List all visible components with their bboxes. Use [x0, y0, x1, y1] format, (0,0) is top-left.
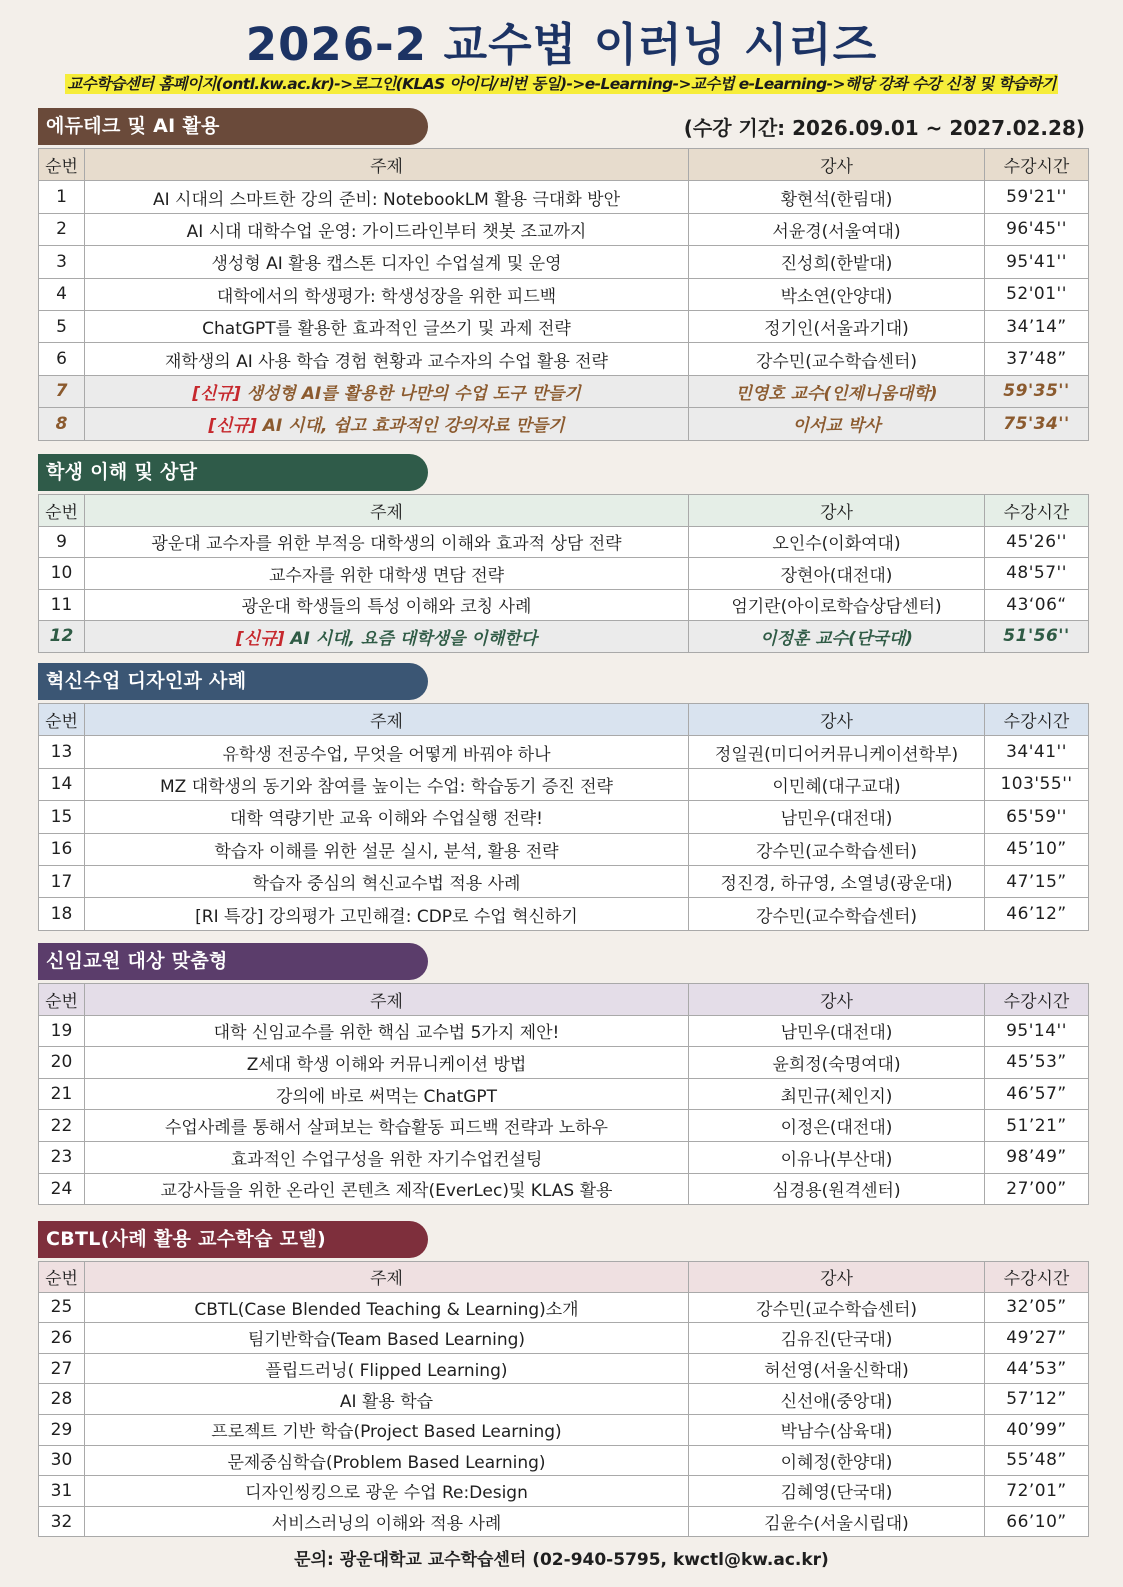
row-topic: 프로젝트 기반 학습(Project Based Learning) [85, 1414, 689, 1445]
row-topic: 플립드러닝( Flipped Learning) [85, 1353, 689, 1384]
row-topic: 학습자 중심의 혁신교수법 적용 사례 [85, 865, 689, 897]
row-topic: 대학에서의 학생평가: 학생성장을 위한 피드백 [85, 278, 689, 310]
row-num: 16 [39, 833, 85, 865]
row-time: 72’01” [985, 1476, 1089, 1507]
row-time: 37’48” [985, 343, 1089, 375]
row-num: 17 [39, 865, 85, 897]
row-time: 45’53” [985, 1047, 1089, 1079]
row-lecturer: 강수민(교수학습센터) [689, 1292, 985, 1323]
col-topic-header: 주제 [85, 495, 689, 527]
table-row [39, 526, 1089, 558]
table-row [39, 1414, 1089, 1445]
row-topic [85, 375, 689, 407]
row-time: 66’10” [985, 1506, 1089, 1537]
row-time: 51’21” [985, 1110, 1089, 1142]
row-time: 52'01'' [985, 278, 1089, 310]
row-lecturer: 김유진(단국대) [689, 1323, 985, 1354]
table-header-row [39, 149, 1089, 181]
row-num: 27 [39, 1353, 85, 1384]
col-time-header: 수강시간 [985, 984, 1089, 1016]
row-topic: 광운대 교수자를 위한 부적응 대학생의 이해와 효과적 상담 전략 [85, 526, 689, 558]
row-topic: [RI 특강] 강의평가 고민해결: CDP로 수업 혁신하기 [85, 898, 689, 930]
row-time: 34'41'' [985, 736, 1089, 768]
row-topic: 교강사들을 위한 온라인 콘텐츠 제작(EverLec)및 KLAS 활용 [85, 1173, 689, 1205]
row-topic: CBTL(Case Blended Teaching & Learning)소개 [85, 1292, 689, 1323]
row-topic: 광운대 학생들의 특성 이해와 코칭 사례 [85, 589, 689, 621]
table-row [39, 1173, 1089, 1205]
row-time: 43‘06“ [985, 589, 1089, 621]
table-row-new [39, 375, 1089, 407]
section-header-student: 학생 이해 및 상담 [38, 454, 428, 491]
row-lecturer: 박소연(안양대) [689, 278, 985, 310]
row-topic-text: AI 시대, 요즘 대학생을 이해한다 [290, 628, 537, 649]
row-lecturer: 이정은(대전대) [689, 1110, 985, 1142]
row-lecturer: 강수민(교수학습센터) [689, 343, 985, 375]
row-num: 1 [39, 181, 85, 213]
row-time: 75'34'' [985, 408, 1089, 440]
row-time: 95'41'' [985, 246, 1089, 278]
row-time: 65'59'' [985, 801, 1089, 833]
row-topic: 재학생의 AI 사용 학습 경험 현황과 교수자의 수업 활용 전략 [85, 343, 689, 375]
row-topic: AI 활용 학습 [85, 1384, 689, 1415]
row-topic: 강의에 바로 써먹는 ChatGPT [85, 1078, 689, 1110]
row-topic: 팀기반학습(Team Based Learning) [85, 1323, 689, 1354]
row-num: 28 [39, 1384, 85, 1415]
row-topic: 유학생 전공수업, 무엇을 어떻게 바꿔야 하나 [85, 736, 689, 768]
row-lecturer: 엄기란(아이로학습상담센터) [689, 589, 985, 621]
row-time: 34’14” [985, 310, 1089, 342]
table-row [39, 1015, 1089, 1047]
row-num: 3 [39, 246, 85, 278]
col-lecturer-header: 강사 [689, 1262, 985, 1293]
row-time: 45'26'' [985, 526, 1089, 558]
row-time: 96'45'' [985, 213, 1089, 245]
row-lecturer: 남민우(대전대) [689, 801, 985, 833]
row-num: 9 [39, 526, 85, 558]
col-topic-header: 주제 [85, 984, 689, 1016]
section-header-new-faculty: 신임교원 대상 맞춤형 [38, 943, 428, 980]
row-lecturer: 황현석(한림대) [689, 181, 985, 213]
table-row [39, 343, 1089, 375]
row-num: 8 [39, 408, 85, 440]
table-row [39, 1323, 1089, 1354]
table-row [39, 768, 1089, 800]
course-table-innovation [38, 703, 1089, 931]
row-num: 23 [39, 1141, 85, 1173]
table-header-row [39, 704, 1089, 736]
row-time: 27’00” [985, 1173, 1089, 1205]
row-topic: 문제중심학습(Problem Based Learning) [85, 1445, 689, 1476]
row-time: 59'35'' [985, 375, 1089, 407]
col-lecturer-header: 강사 [689, 495, 985, 527]
row-topic [85, 621, 689, 653]
col-num-header: 순번 [39, 149, 85, 181]
col-topic-header: 주제 [85, 149, 689, 181]
row-topic: 수업사례를 통해서 살펴보는 학습활동 피드백 전략과 노하우 [85, 1110, 689, 1142]
col-time-header: 수강시간 [985, 495, 1089, 527]
course-period: (수강 기간: 2026.09.01 ~ 2027.02.28) [683, 116, 1085, 140]
row-num: 29 [39, 1414, 85, 1445]
row-lecturer: 박남수(삼육대) [689, 1414, 985, 1445]
table-row [39, 736, 1089, 768]
col-time-header: 수강시간 [985, 149, 1089, 181]
col-lecturer-header: 강사 [689, 149, 985, 181]
table-row [39, 278, 1089, 310]
row-lecturer: 서윤경(서울여대) [689, 213, 985, 245]
row-lecturer: 이민혜(대구교대) [689, 768, 985, 800]
table-row-new [39, 621, 1089, 653]
row-num: 26 [39, 1323, 85, 1354]
table-header-row [39, 495, 1089, 527]
table-row [39, 1445, 1089, 1476]
table-row [39, 181, 1089, 213]
row-topic: 디자인씽킹으로 광운 수업 Re:Design [85, 1476, 689, 1507]
col-num-header: 순번 [39, 495, 85, 527]
row-num: 19 [39, 1015, 85, 1047]
table-row [39, 1047, 1089, 1079]
table-row [39, 1292, 1089, 1323]
row-num: 4 [39, 278, 85, 310]
table-row [39, 1078, 1089, 1110]
row-time: 47’15” [985, 865, 1089, 897]
row-topic: 교수자를 위한 대학생 면담 전략 [85, 558, 689, 590]
table-row [39, 801, 1089, 833]
row-lecturer: 김혜영(단국대) [689, 1476, 985, 1507]
row-num: 18 [39, 898, 85, 930]
row-num: 14 [39, 768, 85, 800]
table-row [39, 589, 1089, 621]
col-time-header: 수강시간 [985, 1262, 1089, 1293]
row-time: 57’12” [985, 1384, 1089, 1415]
table-row [39, 1353, 1089, 1384]
row-num: 10 [39, 558, 85, 590]
row-topic [85, 408, 689, 440]
row-time: 98’49” [985, 1141, 1089, 1173]
row-lecturer: 김윤수(서울시립대) [689, 1506, 985, 1537]
row-num: 13 [39, 736, 85, 768]
row-topic: Z세대 학생 이해와 커뮤니케이션 방법 [85, 1047, 689, 1079]
row-num: 20 [39, 1047, 85, 1079]
row-lecturer: 정진경, 하규영, 소열녕(광운대) [689, 865, 985, 897]
row-lecturer: 장현아(대전대) [689, 558, 985, 590]
table-row [39, 246, 1089, 278]
table-header-row [39, 984, 1089, 1016]
new-tag: [신규] [236, 628, 285, 649]
row-lecturer: 정기인(서울과기대) [689, 310, 985, 342]
row-topic: 생성형 AI 활용 캡스톤 디자인 수업설계 및 운영 [85, 246, 689, 278]
row-time: 103'55'' [985, 768, 1089, 800]
course-table-edutech [38, 148, 1089, 441]
row-num: 30 [39, 1445, 85, 1476]
row-time: 48'57'' [985, 558, 1089, 590]
row-lecturer: 강수민(교수학습센터) [689, 898, 985, 930]
row-lecturer: 오인수(이화여대) [689, 526, 985, 558]
table-header-row [39, 1262, 1089, 1293]
row-lecturer: 이서교 박사 [689, 408, 985, 440]
row-lecturer: 남민우(대전대) [689, 1015, 985, 1047]
col-num-header: 순번 [39, 1262, 85, 1293]
table-row [39, 1141, 1089, 1173]
row-num: 12 [39, 621, 85, 653]
table-row [39, 310, 1089, 342]
row-topic: ChatGPT를 활용한 효과적인 글쓰기 및 과제 전략 [85, 310, 689, 342]
row-time: 59'21'' [985, 181, 1089, 213]
table-row [39, 1476, 1089, 1507]
row-time: 32’05” [985, 1292, 1089, 1323]
row-topic: 대학 신임교수를 위한 핵심 교수법 5가지 제안! [85, 1015, 689, 1047]
row-time: 51'56'' [985, 621, 1089, 653]
row-num: 31 [39, 1476, 85, 1507]
table-row-new [39, 408, 1089, 440]
col-num-header: 순번 [39, 984, 85, 1016]
col-num-header: 순번 [39, 704, 85, 736]
table-row [39, 833, 1089, 865]
row-lecturer: 이유나(부산대) [689, 1141, 985, 1173]
section-header-edutech: 에듀테크 및 AI 활용 [38, 108, 428, 145]
table-row [39, 865, 1089, 897]
row-lecturer: 신선애(중앙대) [689, 1384, 985, 1415]
row-topic: AI 시대의 스마트한 강의 준비: NotebookLM 활용 극대화 방안 [85, 181, 689, 213]
row-lecturer: 윤희정(숙명여대) [689, 1047, 985, 1079]
access-instructions [0, 72, 1123, 94]
row-topic: 대학 역량기반 교육 이해와 수업실행 전략! [85, 801, 689, 833]
table-row [39, 558, 1089, 590]
row-num: 11 [39, 589, 85, 621]
row-time: 95'14'' [985, 1015, 1089, 1047]
section-header-innovation: 혁신수업 디자인과 사례 [38, 663, 428, 700]
new-tag: [신규] [208, 416, 257, 437]
table-row [39, 1384, 1089, 1415]
course-table-cbtl [38, 1261, 1089, 1537]
col-time-header: 수강시간 [985, 704, 1089, 736]
row-num: 22 [39, 1110, 85, 1142]
row-topic: 서비스러닝의 이해와 적용 사례 [85, 1506, 689, 1537]
row-time: 40’99” [985, 1414, 1089, 1445]
row-num: 21 [39, 1078, 85, 1110]
table-row [39, 1506, 1089, 1537]
row-topic: 효과적인 수업구성을 위한 자기수업컨설팅 [85, 1141, 689, 1173]
row-num: 6 [39, 343, 85, 375]
row-num: 15 [39, 801, 85, 833]
row-time: 55’48” [985, 1445, 1089, 1476]
row-num: 5 [39, 310, 85, 342]
section-header-cbtl: CBTL(사례 활용 교수학습 모델) [38, 1221, 428, 1258]
row-num: 2 [39, 213, 85, 245]
access-instructions-text: 교수학습센터 홈페이지(ontl.kw.ac.kr)->로그인(KLAS 아이디/비번 동일)->e-Learning->교수법 e-Learning->해당 강좌 수강 신청 및 학습하기 [67, 75, 1056, 93]
col-topic-header: 주제 [85, 704, 689, 736]
course-table-new-faculty [38, 983, 1089, 1205]
row-time: 46’57” [985, 1078, 1089, 1110]
row-num: 25 [39, 1292, 85, 1323]
row-num: 24 [39, 1173, 85, 1205]
row-time: 46’12” [985, 898, 1089, 930]
table-row [39, 898, 1089, 930]
table-row [39, 213, 1089, 245]
row-num: 32 [39, 1506, 85, 1537]
row-time: 45’10” [985, 833, 1089, 865]
row-lecturer: 이정훈 교수(단국대) [689, 621, 985, 653]
col-lecturer-header: 강사 [689, 984, 985, 1016]
row-lecturer: 허선영(서울신학대) [689, 1353, 985, 1384]
row-time: 44’53” [985, 1353, 1089, 1384]
contact-footer: 문의: 광운대학교 교수학습센터 (02-940-5795, kwctl@kw.ac.kr) [294, 1550, 829, 1570]
row-lecturer: 최민규(체인지) [689, 1078, 985, 1110]
row-topic: 학습자 이해를 위한 설문 실시, 분석, 활용 전략 [85, 833, 689, 865]
row-topic-text: 생성형 AI를 활용한 나만의 수업 도구 만들기 [246, 383, 581, 404]
row-lecturer: 강수민(교수학습센터) [689, 833, 985, 865]
row-topic-text: AI 시대, 쉽고 효과적인 강의자료 만들기 [262, 416, 565, 437]
row-lecturer: 심경용(원격센터) [689, 1173, 985, 1205]
col-topic-header: 주제 [85, 1262, 689, 1293]
col-lecturer-header: 강사 [689, 704, 985, 736]
course-table-student [38, 494, 1089, 653]
page-title: 2026-2 교수법 이러닝 시리즈 [245, 18, 878, 71]
row-lecturer: 진성희(한밭대) [689, 246, 985, 278]
new-tag: [신규] [192, 383, 241, 404]
row-lecturer: 민영호 교수(인제니움대학) [689, 375, 985, 407]
table-row [39, 1110, 1089, 1142]
row-lecturer: 이혜정(한양대) [689, 1445, 985, 1476]
row-topic: MZ 대학생의 동기와 참여를 높이는 수업: 학습동기 증진 전략 [85, 768, 689, 800]
row-topic: AI 시대 대학수업 운영: 가이드라인부터 챗봇 조교까지 [85, 213, 689, 245]
row-num: 7 [39, 375, 85, 407]
row-lecturer: 정일권(미디어커뮤니케이션학부) [689, 736, 985, 768]
row-time: 49’27” [985, 1323, 1089, 1354]
